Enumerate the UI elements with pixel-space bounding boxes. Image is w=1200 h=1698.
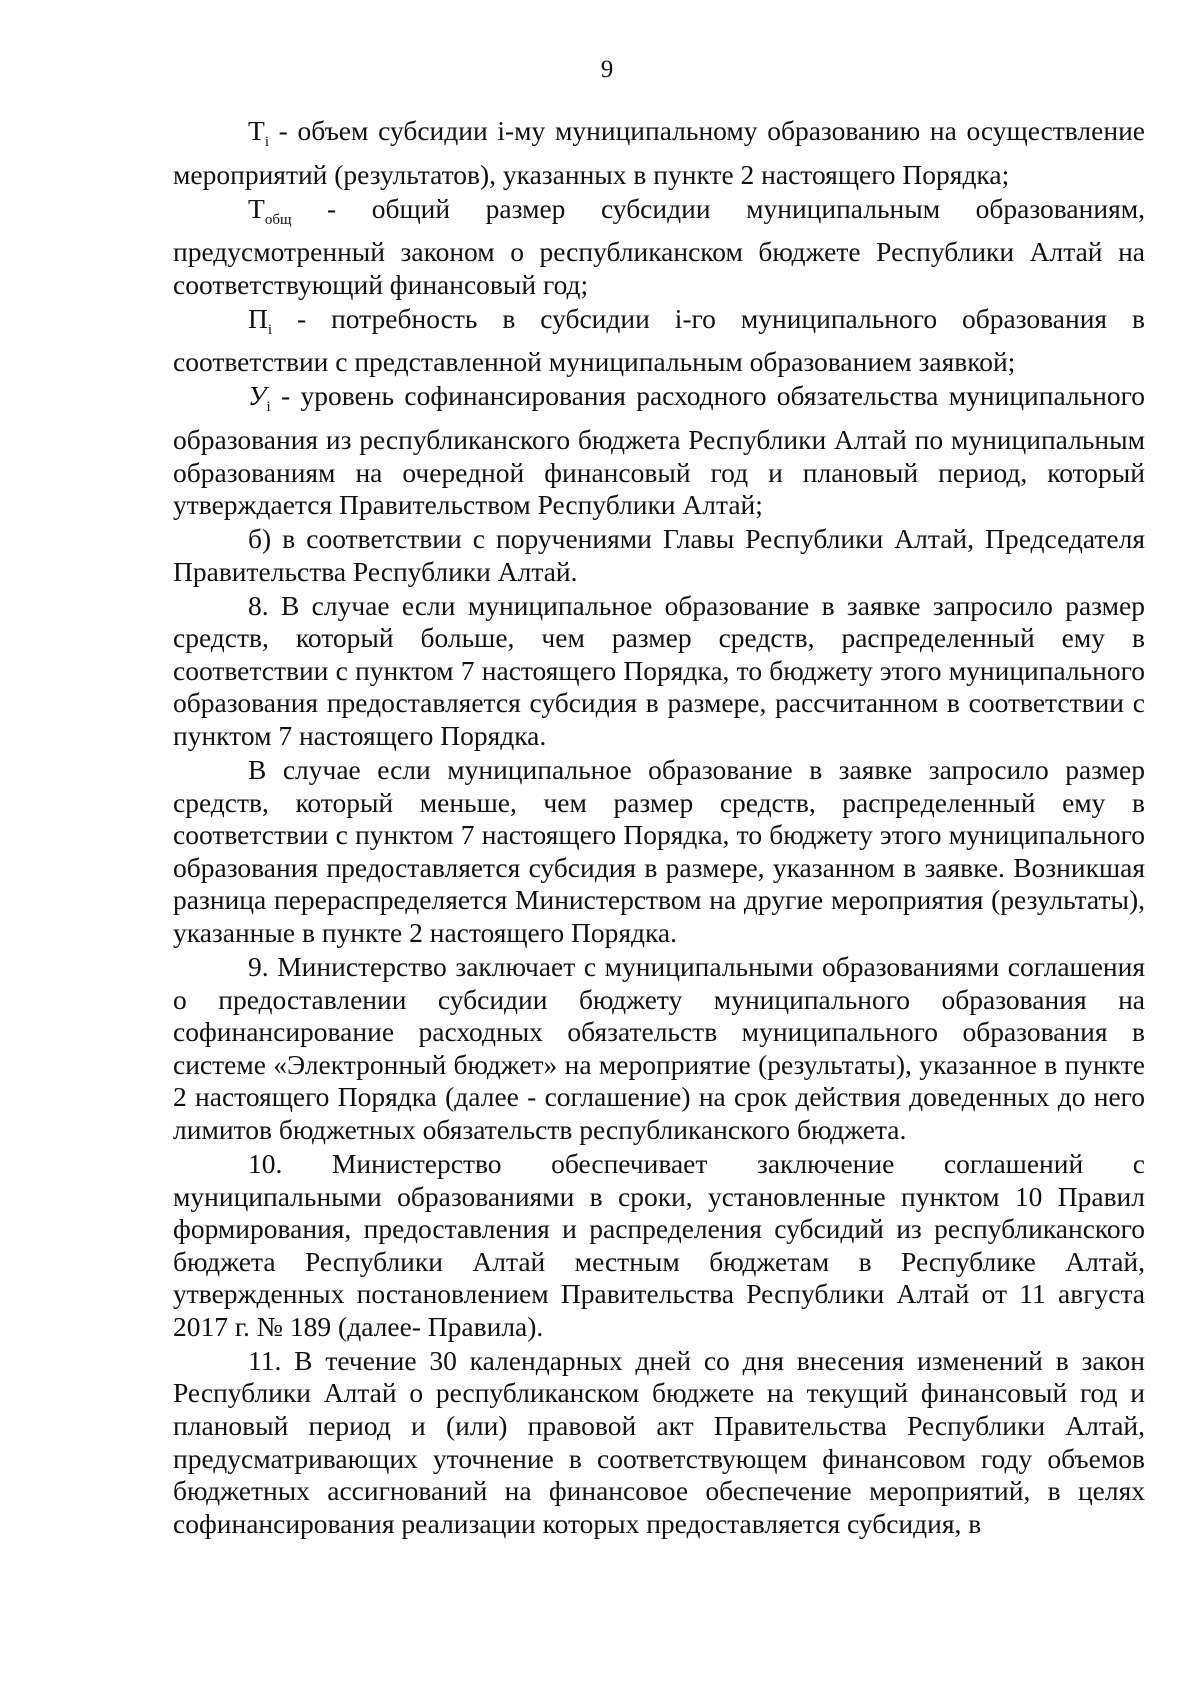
subscript-i: i [264, 134, 269, 150]
symbol-p: П [248, 302, 268, 334]
symbol-u: У [248, 380, 267, 412]
paragraph-9: 9. Министерство заключает с муниципальными образованиями соглашения о предоставлении субсидии бюджету муниципального образования на софинансирование расходных обязательств муниципального образования в системе «Электронный бюджет» на мероприятие (результаты), указанное в пункте 2 настоящего Порядка (далее - соглашение) на срок действия доведенных до него лимитов бюджетных обязательств республиканского бюджета. [173, 950, 1145, 1145]
paragraph-subitem-b: б) в соответствии с поручениями Главы Республики Алтай, Председателя Правительства Республики Алтай. [173, 523, 1145, 587]
definition-t-i [173, 115, 1145, 191]
page-number: 9 [600, 56, 614, 83]
subscript-i: i [267, 321, 273, 338]
definition-p-i [173, 303, 1145, 379]
definition-u-i [173, 380, 1145, 521]
symbol-t: T [248, 192, 265, 224]
definition-text: - потребность в субсидии i-го муниципального образования в соответствии с представленной муниципальным образованием заявкой; [173, 302, 1145, 378]
paragraph-8: 8. В случае если муниципальное образование в заявке запросило размер средств, который больше, чем размер средств, распределенный ему в соответствии с пунктом 7 настоящего Порядка, то бюджету этого муниципального образования предоставляется субсидия в размере, рассчитанном в соответствии с пунктом 7 настоящего Порядка. [173, 589, 1145, 752]
subscript-total: общ [264, 211, 292, 228]
definition-text: - объем субсидии i-му муниципальному образованию на осуществление мероприятий (результатов), указанных в пункте 2 настоящего Порядка; [173, 115, 1145, 190]
symbol-t: T [248, 115, 265, 146]
definition-text: - уровень софинансирования расходного обязательства муниципального образования из республиканского бюджета Республики Алтай по муниципальным образованиям на очередной финансовый год и плановый период, который утверждается Правительством Республики Алтай; [173, 380, 1145, 521]
paragraph-8-continued: В случае если муниципальное образование в заявке запросило размер средств, который меньше, чем размер средств, распределенный ему в соответствии с пунктом 7 настоящего Порядка, то бюджету этого муниципального образования предоставляется субсидия в размере, указанном в заявке. Возникшая разница перераспределяется Министерством на другие мероприятия (результаты), указанные в пункте 2 настоящего Порядка. [173, 754, 1145, 948]
definition-t-total [173, 193, 1145, 302]
paragraph-10: 10. Министерство обеспечивает заключение соглашений с муниципальными образованиями в сроки, установленные пунктом 10 Правил формирования, предоставления и распределения субсидий из республиканского бюджета Республики Алтай местным бюджетам в Республике Алтай, утвержденных постановлением Правительства Республики Алтай от 11 августа 2017 г. № 189 (далее- Правила). [173, 1147, 1145, 1342]
definition-text: - общий размер субсидии муниципальным образованиям, предусмотренный законом о республиканском бюджете Республики Алтай на соответствующий финансовый год; [173, 192, 1145, 300]
subscript-i: i [266, 399, 271, 416]
document-body [173, 115, 1145, 1540]
paragraph-11: 11. В течение 30 календарных дней со дня внесения изменений в закон Республики Алтай о республиканском бюджете на текущий финансовый год и плановый период и (или) правовой акт Правительства Республики Алтай, предусматривающих уточнение в соответствующем финансовом году объемов бюджетных ассигнований на финансовое обеспечение мероприятий, в целях софинансирования реализации которых предоставляется субсидия, в [173, 1344, 1145, 1539]
